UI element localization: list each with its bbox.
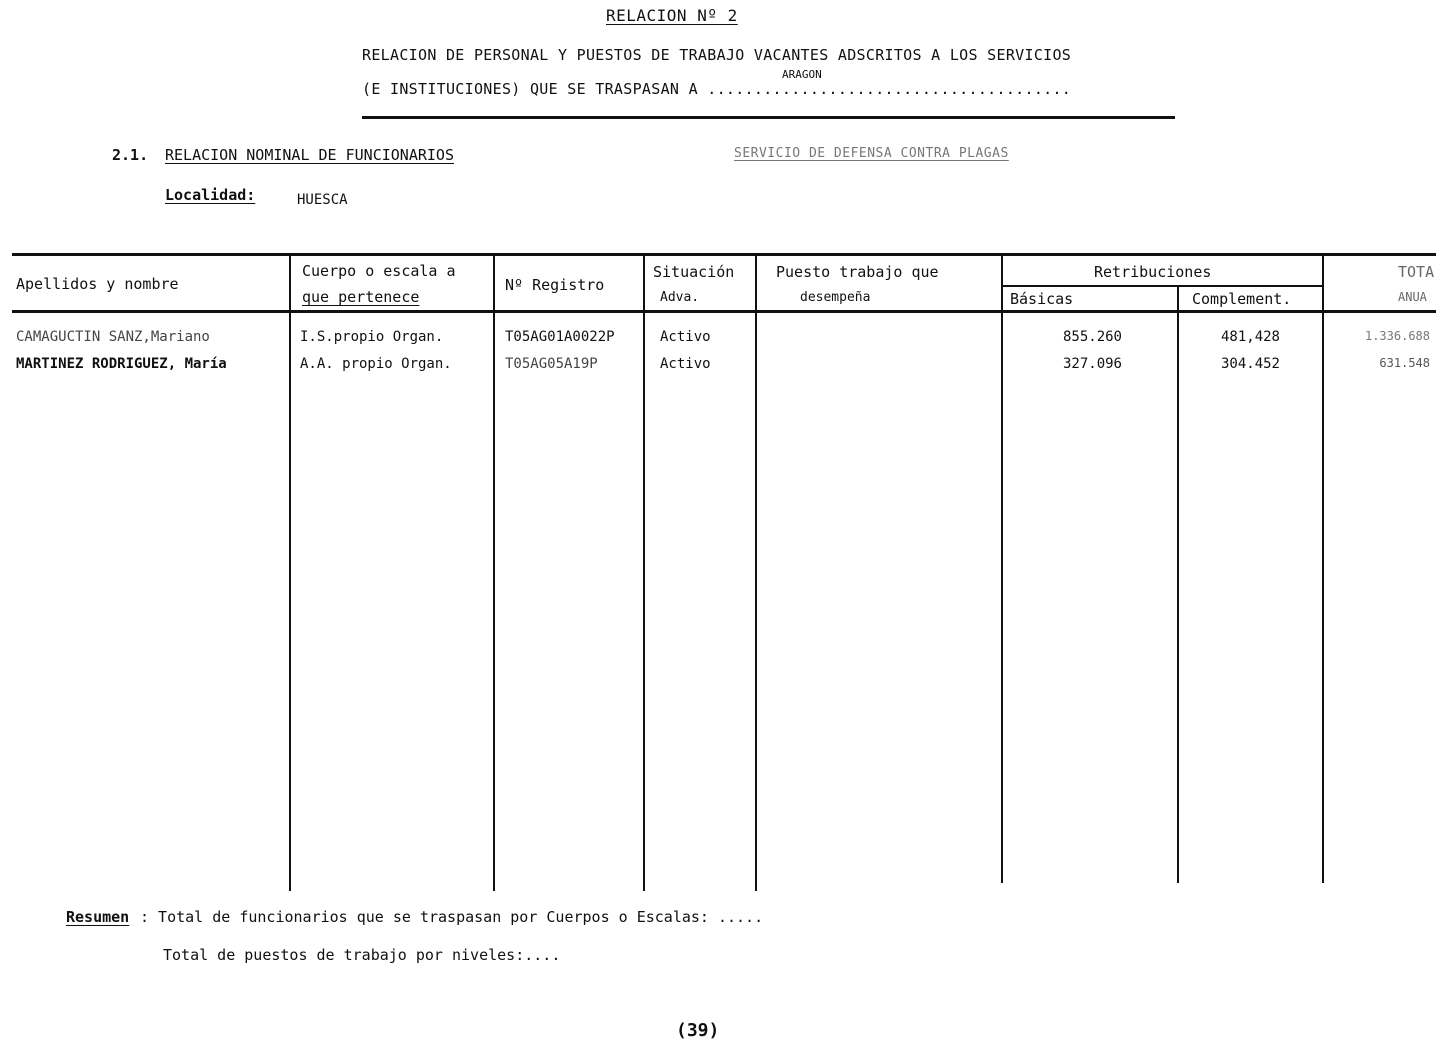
summary-line-1-text: : Total de funcionarios que se traspasan por Cuerpos o Escalas: ..... xyxy=(140,908,764,926)
header-basicas: Básicas xyxy=(1010,290,1074,308)
subtitle-line-2: (E INSTITUCIONES) QUE SE TRASPASAN A ....................................... xyxy=(362,80,1072,98)
cell-basicas: 327.096 xyxy=(1062,356,1122,372)
section-title: RELACION NOMINAL DE FUNCIONARIOS xyxy=(165,146,454,164)
col-divider-4 xyxy=(755,255,757,891)
header-total-2: ANUA xyxy=(1398,290,1427,304)
locality-value: HUESCA xyxy=(297,192,348,208)
cell-corps: I.S.propio Organ. xyxy=(300,329,444,345)
summary-line-1 xyxy=(140,908,763,926)
header-bottom-rule xyxy=(12,310,1436,313)
retribuciones-subrule xyxy=(1001,285,1324,287)
header-registry: Nº Registro xyxy=(505,276,605,294)
relation-title: RELACION Nº 2 xyxy=(606,6,738,25)
header-status-2: Adva. xyxy=(660,290,700,305)
subtitle-line-1: RELACION DE PERSONAL Y PUESTOS DE TRABAJO VACANTES ADSCRITOS A LOS SERVICIOS xyxy=(362,46,1072,64)
summary-label: Resumen xyxy=(66,908,130,926)
cell-complement: 304.452 xyxy=(1220,356,1280,372)
cell-registry: T05AG05A19P xyxy=(505,356,598,372)
section-number: 2.1. xyxy=(112,146,149,164)
header-complement: Complement. xyxy=(1192,290,1292,308)
header-rule xyxy=(362,116,1175,119)
col-divider-3 xyxy=(643,255,645,891)
cell-total: 1.336.688 xyxy=(1364,329,1430,343)
col-divider-2 xyxy=(493,255,495,891)
header-post-1: Puesto trabajo que xyxy=(776,263,939,281)
destination-region: ARAGON xyxy=(782,68,822,81)
table-top-rule xyxy=(12,253,1436,256)
header-corps-2: que pertenece xyxy=(302,288,420,306)
cell-complement: 481,428 xyxy=(1220,329,1280,345)
header-post-2: desempeña xyxy=(800,290,871,305)
col-divider-1 xyxy=(289,255,291,891)
summary-line-2: Total de puestos de trabajo por niveles:.... xyxy=(163,946,561,964)
header-total-1: TOTA xyxy=(1398,263,1435,281)
col-divider-5 xyxy=(1001,255,1003,883)
cell-status: Activo xyxy=(660,329,711,345)
cell-total: 631.548 xyxy=(1379,356,1430,370)
page-number: (39) xyxy=(676,1020,720,1041)
col-divider-6 xyxy=(1177,287,1179,883)
cell-status: Activo xyxy=(660,356,711,372)
locality-label: Localidad: xyxy=(165,186,256,204)
header-status-1: Situación xyxy=(653,263,735,281)
service-name: SERVICIO DE DEFENSA CONTRA PLAGAS xyxy=(734,146,1009,161)
header-retribuciones: Retribuciones xyxy=(1094,263,1212,281)
cell-name: MARTINEZ RODRIGUEZ, María xyxy=(16,356,227,372)
cell-corps: A.A. propio Organ. xyxy=(300,356,452,372)
cell-name: CAMAGUCTIN SANZ,Mariano xyxy=(16,329,210,345)
header-name: Apellidos y nombre xyxy=(16,275,179,293)
cell-basicas: 855.260 xyxy=(1062,329,1122,345)
header-corps-1: Cuerpo o escala a xyxy=(302,262,456,280)
cell-registry: T05AG01A0022P xyxy=(505,329,615,345)
col-divider-7 xyxy=(1322,255,1324,883)
